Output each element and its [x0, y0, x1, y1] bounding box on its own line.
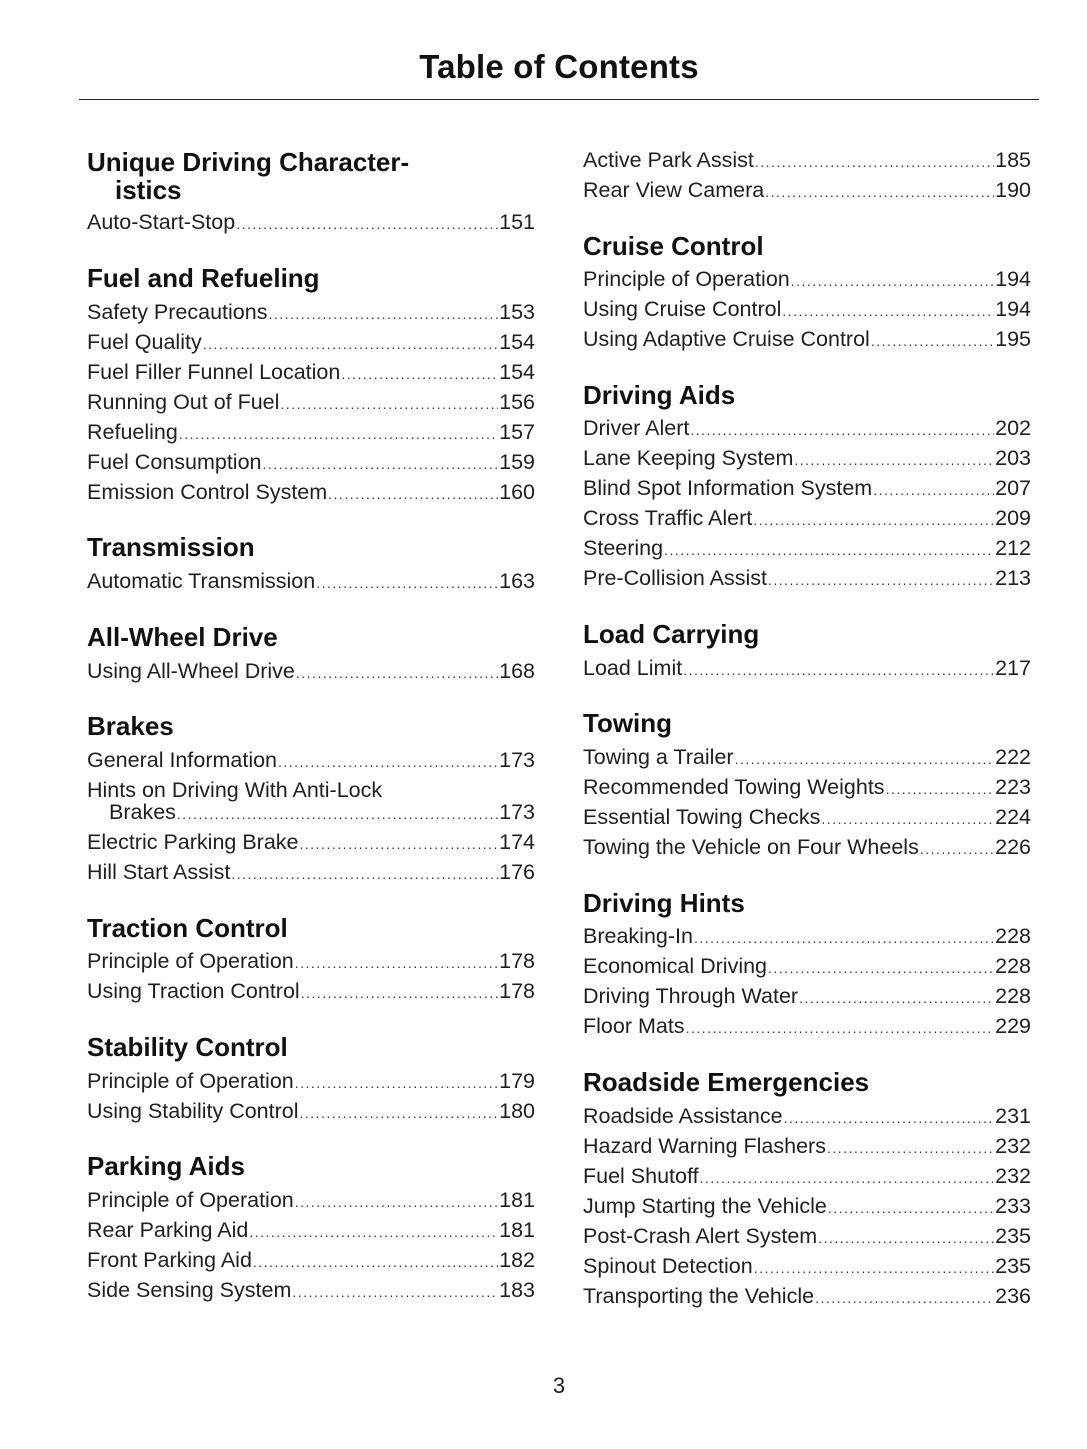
- toc-entry[interactable]: [87, 797, 535, 827]
- toc-entry-label: Refueling: [87, 420, 178, 444]
- toc-entry[interactable]: [87, 1215, 535, 1245]
- dot-leader: [278, 747, 498, 777]
- toc-entry[interactable]: [87, 656, 535, 686]
- toc-entry-label: Steering: [583, 536, 664, 560]
- toc-entry[interactable]: [87, 357, 535, 387]
- toc-entry-page: 226: [995, 835, 1031, 859]
- dot-leader: [818, 1223, 994, 1253]
- toc-entry-auto-start-stop[interactable]: [87, 207, 535, 237]
- toc-entry-page: 176: [499, 860, 535, 884]
- toc-entry-page: 153: [499, 300, 535, 324]
- toc-entry-label: General Information: [87, 748, 278, 772]
- dot-leader: [794, 445, 994, 475]
- dot-leader: [179, 419, 498, 449]
- toc-entry[interactable]: [583, 443, 1031, 473]
- toc-entry-page: 236: [995, 1284, 1031, 1308]
- dot-leader: [765, 177, 994, 207]
- toc-entry-label: Fuel Consumption: [87, 450, 262, 474]
- toc-entry-page: 154: [499, 330, 535, 354]
- toc-entry-page: 224: [995, 805, 1031, 829]
- toc-entry-page: 174: [499, 830, 535, 854]
- toc-entry-label: Essential Towing Checks: [583, 805, 821, 829]
- toc-entry-label: Transporting the Vehicle: [583, 1284, 815, 1308]
- toc-entry-label: Blind Spot Information System: [583, 476, 873, 500]
- section-heading-transmission: Transmission: [87, 532, 255, 562]
- dot-leader: [296, 658, 498, 688]
- toc-entry[interactable]: [583, 1281, 1031, 1311]
- toc-entry-label: Fuel Shutoff: [583, 1164, 699, 1188]
- dot-leader: [815, 1283, 994, 1313]
- section-heading-parking-aids: Parking Aids: [87, 1151, 245, 1181]
- toc-entry-page: 231: [995, 1104, 1031, 1128]
- toc-entry[interactable]: [87, 946, 535, 976]
- dot-leader: [700, 1163, 995, 1193]
- dot-leader: [694, 923, 994, 953]
- toc-entry-label: Floor Mats: [583, 1014, 685, 1038]
- toc-entry-label: Principle of Operation: [87, 949, 294, 973]
- dot-leader: [886, 774, 995, 804]
- toc-entry-page: 228: [995, 924, 1031, 948]
- dot-leader: [753, 505, 994, 535]
- toc-entry[interactable]: [87, 1245, 535, 1275]
- section-heading-cruise-control: Cruise Control: [583, 231, 764, 261]
- dot-leader: [268, 299, 498, 329]
- toc-entry-page: 217: [995, 656, 1031, 680]
- dot-leader: [768, 565, 994, 595]
- dot-leader: [177, 799, 498, 829]
- toc-entry-page: 232: [995, 1164, 1031, 1188]
- toc-entry-page: 212: [995, 536, 1031, 560]
- dot-leader: [203, 329, 498, 359]
- toc-entry[interactable]: [583, 921, 1031, 951]
- toc-entry-page: 222: [995, 745, 1031, 769]
- toc-entry-label-first-line[interactable]: Hints on Driving With Anti-Lock: [87, 778, 383, 802]
- toc-entry-page: 235: [995, 1224, 1031, 1248]
- toc-entry-page: 213: [995, 566, 1031, 590]
- toc-entry-label: Running Out of Fuel: [87, 390, 280, 414]
- dot-leader: [873, 475, 994, 505]
- toc-entry-label: Auto-Start-Stop: [87, 210, 236, 234]
- dot-leader: [236, 209, 498, 239]
- toc-entry[interactable]: [583, 1161, 1031, 1191]
- toc-entry[interactable]: [87, 566, 535, 596]
- title-divider: [79, 99, 1039, 100]
- toc-entry[interactable]: [583, 1191, 1031, 1221]
- dot-leader: [755, 147, 994, 177]
- toc-entry-page: 163: [499, 569, 535, 593]
- toc-entry-page: 229: [995, 1014, 1031, 1038]
- dot-leader: [871, 326, 994, 356]
- toc-entry-label: Driving Through Water: [583, 984, 799, 1008]
- toc-entry-label: Pre-Collision Assist: [583, 566, 767, 590]
- toc-entry[interactable]: [87, 745, 535, 775]
- toc-entry[interactable]: [583, 742, 1031, 772]
- dot-leader: [664, 535, 994, 565]
- toc-entry-label: Principle of Operation: [87, 1188, 294, 1212]
- toc-entry-page: 154: [499, 360, 535, 384]
- toc-entry-label: Towing a Trailer: [583, 745, 734, 769]
- heading-line-continued: istics: [115, 175, 182, 205]
- toc-entry-page: 178: [499, 979, 535, 1003]
- toc-entry-page: 202: [995, 416, 1031, 440]
- dot-leader: [828, 1193, 994, 1223]
- section-heading-driving-aids: Driving Aids: [583, 380, 736, 410]
- dot-leader: [301, 978, 498, 1008]
- toc-entry-label: Using Cruise Control: [583, 297, 782, 321]
- toc-entry[interactable]: [87, 447, 535, 477]
- toc-entry-label: Rear View Camera: [583, 178, 765, 202]
- toc-entry[interactable]: [87, 1096, 535, 1126]
- toc-entry-page: 173: [499, 748, 535, 772]
- toc-entry-label: Cross Traffic Alert: [583, 506, 753, 530]
- page-number: 3: [552, 1373, 566, 1398]
- toc-entry-label: Recommended Towing Weights: [583, 775, 885, 799]
- dot-leader: [280, 389, 498, 419]
- toc-entry-page: 195: [995, 327, 1031, 351]
- toc-entry-label: Roadside Assistance: [583, 1104, 783, 1128]
- toc-entry[interactable]: [87, 857, 535, 887]
- toc-entry-page: 180: [499, 1099, 535, 1123]
- section-heading-unique-driving: [87, 148, 409, 204]
- toc-entry-page: 157: [499, 420, 535, 444]
- toc-entry-label: Side Sensing System: [87, 1278, 292, 1302]
- toc-entry-label: Active Park Assist: [583, 148, 754, 172]
- dot-leader: [920, 834, 994, 864]
- toc-entry-page: 209: [995, 506, 1031, 530]
- dot-leader: [754, 1253, 994, 1283]
- toc-entry[interactable]: [583, 802, 1031, 832]
- toc-entry[interactable]: [583, 832, 1031, 862]
- toc-entry-label: Spinout Detection: [583, 1254, 753, 1278]
- dot-leader: [782, 296, 994, 326]
- dot-leader: [768, 953, 994, 983]
- toc-entry-page: 168: [499, 659, 535, 683]
- toc-entry-page: 223: [995, 775, 1031, 799]
- heading-line: Unique Driving Character-: [87, 147, 410, 177]
- toc-entry-label: Safety Precautions: [87, 300, 268, 324]
- toc-entry-page: 190: [995, 178, 1031, 202]
- toc-entry-label: Jump Starting the Vehicle: [583, 1194, 827, 1218]
- toc-entry[interactable]: [87, 297, 535, 327]
- toc-entry[interactable]: [87, 976, 535, 1006]
- toc-entry-label: Using Traction Control: [87, 979, 300, 1003]
- toc-entry-page: 235: [995, 1254, 1031, 1278]
- toc-entry[interactable]: [87, 327, 535, 357]
- toc-entry[interactable]: [583, 1101, 1031, 1131]
- section-heading-towing: Towing: [583, 708, 673, 738]
- dot-leader: [784, 1103, 995, 1133]
- dot-leader: [253, 1247, 498, 1277]
- toc-entry[interactable]: [583, 503, 1031, 533]
- toc-entry-page: 228: [995, 984, 1031, 1008]
- dot-leader: [735, 744, 995, 774]
- toc-entry[interactable]: [87, 477, 535, 507]
- dot-leader: [231, 859, 498, 889]
- section-heading-load-carrying: Load Carrying: [583, 619, 760, 649]
- dot-leader: [821, 804, 994, 834]
- toc-entry-label: Front Parking Aid: [87, 1248, 252, 1272]
- toc-entry[interactable]: [87, 1066, 535, 1096]
- toc-entry-page: 181: [499, 1188, 535, 1212]
- toc-entry-page: 179: [499, 1069, 535, 1093]
- toc-entry-label: Electric Parking Brake: [87, 830, 299, 854]
- toc-entry-label: Load Limit: [583, 656, 683, 680]
- dot-leader: [686, 1013, 995, 1043]
- toc-entry[interactable]: [583, 1131, 1031, 1161]
- toc-entry-page: 194: [995, 297, 1031, 321]
- dot-leader: [292, 1277, 498, 1307]
- toc-entry[interactable]: [583, 294, 1031, 324]
- toc-entry-page: 203: [995, 446, 1031, 470]
- section-heading-stability-control: Stability Control: [87, 1032, 288, 1062]
- toc-entry-page: 233: [995, 1194, 1031, 1218]
- toc-entry-label: Post-Crash Alert System: [583, 1224, 818, 1248]
- toc-entry-label: Emission Control System: [87, 480, 328, 504]
- toc-entry[interactable]: [583, 563, 1031, 593]
- toc-entry-label: Principle of Operation: [583, 267, 790, 291]
- toc-entry-label: Driver Alert: [583, 416, 690, 440]
- toc-entry[interactable]: [583, 473, 1031, 503]
- toc-entry[interactable]: [583, 951, 1031, 981]
- toc-entry[interactable]: [87, 417, 535, 447]
- toc-entry-label: Fuel Quality: [87, 330, 202, 354]
- toc-entry[interactable]: [87, 1185, 535, 1215]
- dot-leader: [341, 359, 498, 389]
- toc-entry[interactable]: [87, 827, 535, 857]
- dot-leader: [827, 1133, 994, 1163]
- toc-entry[interactable]: [87, 387, 535, 417]
- toc-entry-page: 181: [499, 1218, 535, 1242]
- section-heading-driving-hints: Driving Hints: [583, 888, 745, 918]
- section-heading-roadside-emergencies: Roadside Emergencies: [583, 1067, 870, 1097]
- toc-entry-label: Fuel Filler Funnel Location: [87, 360, 341, 384]
- toc-entry-label: Breaking-In: [583, 924, 693, 948]
- section-heading-fuel-refueling: Fuel and Refueling: [87, 263, 320, 293]
- toc-entry[interactable]: [583, 264, 1031, 294]
- dot-leader: [799, 983, 994, 1013]
- toc-entry-page: 160: [499, 480, 535, 504]
- toc-entry-label: Brakes: [109, 800, 176, 824]
- toc-entry-page: 183: [499, 1278, 535, 1302]
- toc-entry-label: Rear Parking Aid: [87, 1218, 249, 1242]
- dot-leader: [300, 1098, 499, 1128]
- toc-entry-page: 194: [995, 267, 1031, 291]
- toc-entry[interactable]: [583, 145, 1031, 175]
- toc-entry[interactable]: [583, 1221, 1031, 1251]
- toc-entry[interactable]: [583, 1011, 1031, 1041]
- toc-entry-label: Automatic Transmission: [87, 569, 316, 593]
- toc-entry-label: Towing the Vehicle on Four Wheels: [583, 835, 919, 859]
- toc-entry[interactable]: [583, 653, 1031, 683]
- toc-entry-label: Using Adaptive Cruise Control: [583, 327, 870, 351]
- toc-entry-page: 182: [499, 1248, 535, 1272]
- toc-entry[interactable]: [87, 1275, 535, 1305]
- dot-leader: [295, 1068, 498, 1098]
- toc-entry[interactable]: [583, 981, 1031, 1011]
- dot-leader: [295, 1187, 498, 1217]
- toc-entry[interactable]: [583, 533, 1031, 563]
- section-heading-traction-control: Traction Control: [87, 913, 288, 943]
- toc-entry-page: 151: [499, 210, 535, 234]
- toc-entry[interactable]: [583, 413, 1031, 443]
- section-heading-all-wheel-drive: All-Wheel Drive: [87, 622, 278, 652]
- dot-leader: [300, 829, 499, 859]
- toc-entry[interactable]: [583, 1251, 1031, 1281]
- toc-entry-page: 173: [499, 800, 535, 824]
- toc-entry-label: Using All-Wheel Drive: [87, 659, 295, 683]
- dot-leader: [316, 568, 498, 598]
- dot-leader: [683, 655, 994, 685]
- dot-leader: [249, 1217, 498, 1247]
- toc-entry[interactable]: [583, 772, 1031, 802]
- toc-entry-label: Lane Keeping System: [583, 446, 794, 470]
- toc-entry-page: 207: [995, 476, 1031, 500]
- toc-entry-page: 228: [995, 954, 1031, 978]
- dot-leader: [328, 479, 498, 509]
- toc-entry-label: Hill Start Assist: [87, 860, 231, 884]
- dot-leader: [690, 415, 994, 445]
- toc-entry-page: 178: [499, 949, 535, 973]
- toc-entry-label: Economical Driving: [583, 954, 768, 978]
- toc-entry-page: 185: [995, 148, 1031, 172]
- dot-leader: [295, 948, 498, 978]
- toc-entry-page: 159: [499, 450, 535, 474]
- toc-entry-page: 156: [499, 390, 535, 414]
- page-title: Table of Contents: [419, 48, 699, 85]
- toc-entry[interactable]: [583, 324, 1031, 354]
- toc-entry-label: Hazard Warning Flashers: [583, 1134, 826, 1158]
- toc-entry-label: Using Stability Control: [87, 1099, 299, 1123]
- section-heading-brakes: Brakes: [87, 711, 174, 741]
- toc-entry-page: 232: [995, 1134, 1031, 1158]
- toc-entry[interactable]: [583, 175, 1031, 205]
- dot-leader: [262, 449, 498, 479]
- dot-leader: [791, 266, 994, 296]
- toc-entry-label: Principle of Operation: [87, 1069, 294, 1093]
